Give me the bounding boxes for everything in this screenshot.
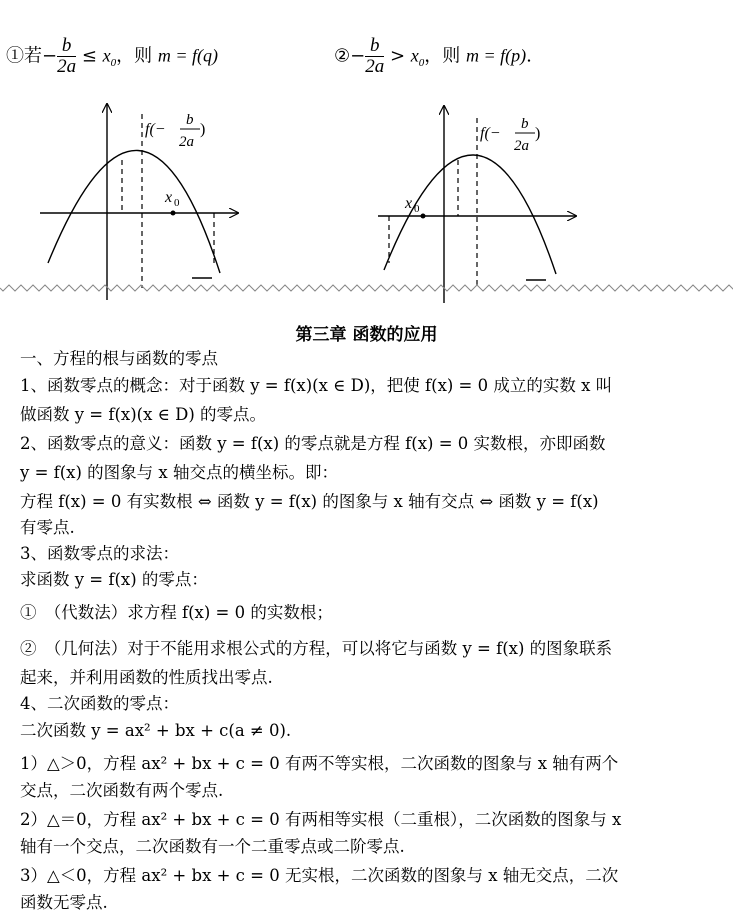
condition-2-then: ，则 [424,45,461,67]
body-line: 4、二次函数的零点： [20,694,179,713]
body-line: 1、函数零点的概念：对于函数 y = f(x)(x ∈ D)，把使 f(x) = 0 成立的实数 x 叫 [20,376,613,395]
x0-point [171,211,176,216]
vertex-label-f: f(− [145,121,166,138]
body-line: ② （几何法）对于不能用求根公式的方程，可以将它与函数 y = f(x) 的图象联系 [20,639,613,658]
vertex-label-close: ) [535,125,541,142]
condition-1-numerator: b [57,36,76,57]
section-heading-1: 一、方程的根与函数的零点 [20,349,218,368]
body-line: 求函数 y = f(x) 的零点： [20,570,208,589]
parabola-curve [384,155,556,274]
condition-1-relation: ≤ [81,45,97,67]
condition-2-relation: > [389,45,406,67]
x0-point [421,214,426,219]
body-line: 3、函数零点的求法： [20,544,179,563]
vertex-label-num: b [186,112,194,128]
condition-2-sub: 0 [418,57,425,70]
condition-2-denominator: 2a [365,55,385,77]
body-line: 1）△＞0，方程 ax² + bx + c = 0 有两不等实根，二次函数的图象与 x 轴有两个 [20,754,619,773]
condition-2-end: . [526,45,532,67]
condition-1-denominator: 2a [57,55,77,77]
condition-2-numerator: b [365,36,384,57]
condition-2-result: m = f(p) [466,45,527,66]
vertex-label-num: b [521,116,529,132]
condition-2-x: x [410,45,419,66]
condition-1-result: m = f(q) [157,45,219,66]
vertex-label-f: f(− [480,125,501,142]
body-line: 方程 f(x) = 0 有实数根 ⇔ 函数 y = f(x) 的图象与 x 轴有交点 ⇔ 函数 y = f(x) [20,492,599,511]
condition-2 [334,36,532,77]
body-line: y = f(x) 的图象与 x 轴交点的横坐标。即： [20,463,338,482]
x0-sub: 0 [414,203,420,215]
condition-2-neg: − [350,45,366,67]
body-line: 轴有一个交点，二次函数有一个二重零点或二阶零点. [20,837,405,856]
body-line: 起来，并利用函数的性质找出零点. [20,668,273,687]
body-line: 2）△＝0，方程 ax² + bx + c = 0 有两相等实根（二重根），二次函数的图象与 x [20,810,622,829]
body-line: 有零点. [20,518,75,537]
chapter-title: 第三章 函数的应用 [295,325,438,345]
condition-1-x: x [102,45,111,66]
parabola-graph-2 [370,98,590,303]
body-line: 交点，二次函数有两个零点. [20,781,224,800]
condition-2-fraction [365,36,384,77]
condition-1-sub: 0 [110,57,117,70]
x0-label: x [165,189,173,206]
parabola-curve [48,150,220,273]
body-line: 做函数 y = f(x)(x ∈ D) 的零点。 [20,405,267,424]
x0-sub: 0 [174,197,180,209]
condition-1-neg: − [42,45,58,67]
body-line: ① （代数法）求方程 f(x) = 0 的实数根； [20,603,333,622]
page-separator [0,283,733,293]
x0-label: x [405,195,413,212]
condition-1-then: ，则 [116,45,153,67]
condition-2-marker: ② [334,45,351,67]
vertex-label-close: ) [200,121,206,138]
body-line: 3）△＜0，方程 ax² + bx + c = 0 无实根，二次函数的图象与 x 轴无交点，二次 [20,866,619,885]
body-line: 2、函数零点的意义：函数 y = f(x) 的零点就是方程 f(x) = 0 实数根，亦即函数 [20,434,606,453]
condition-1-marker: ①若 [6,45,42,67]
condition-1 [6,36,218,77]
condition-1-fraction [57,36,76,77]
body-line: 函数无零点. [20,893,108,912]
body-line: 二次函数 y = ax² + bx + c(a ≠ 0). [20,721,292,740]
parabola-graph-1 [30,98,250,303]
vertex-label-den: 2a [514,138,529,154]
vertex-label-den: 2a [179,134,194,150]
